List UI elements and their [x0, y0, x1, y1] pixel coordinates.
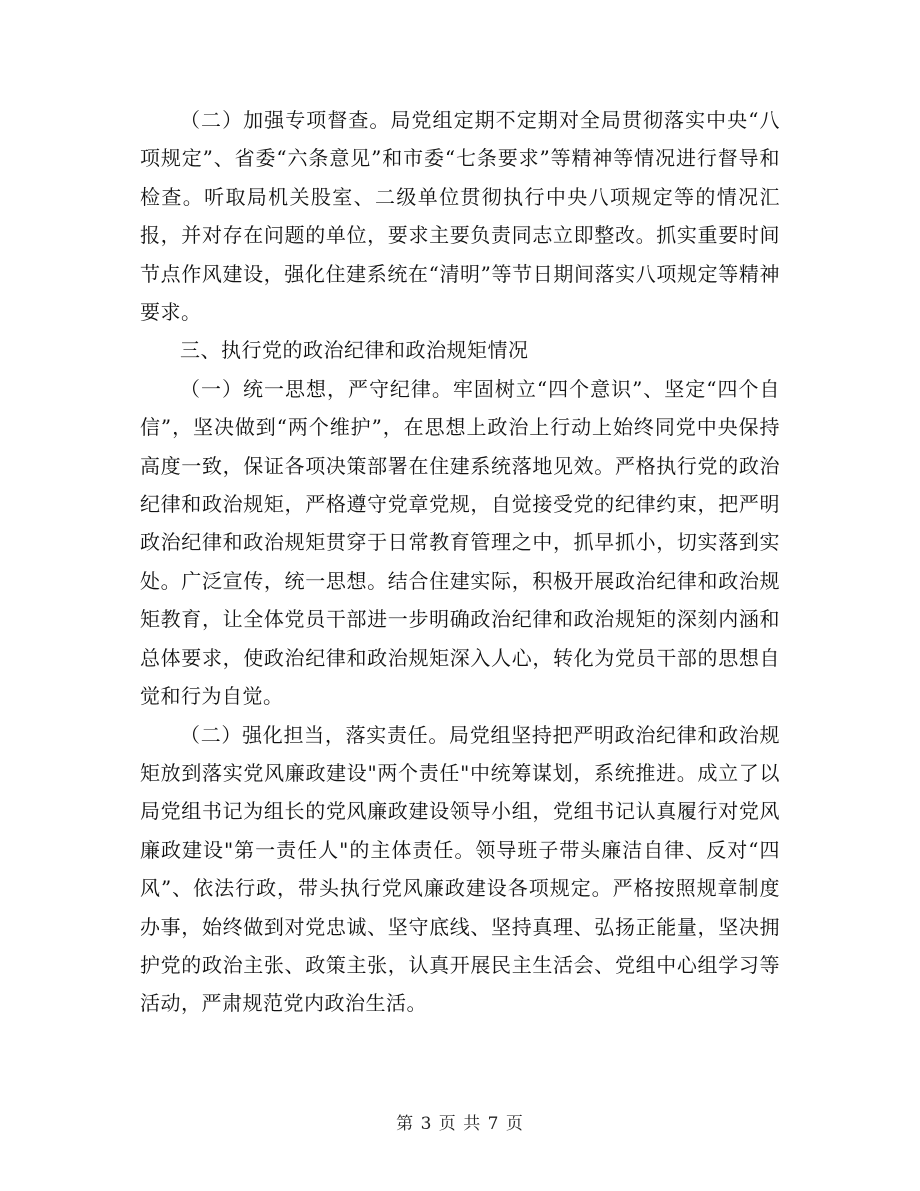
section-heading-political-discipline: 三、执行党的政治纪律和政治规矩情况: [180, 338, 529, 363]
document-body: [140, 101, 780, 1023]
page-footer: [0, 1112, 920, 1136]
paragraph-special-inspection: （二）加强专项督查。局党组定期不定期对全局贯彻落实中央“八项规定”、省委“六条意见”和市委“七条要求”等精神等情况进行督导和检查。听取局机关股室、二级单位贯彻执行中央八项规定等的情况汇报，并对存在问题的单位，要求主要负责同志立即整改。抓实重要时间节点作风建设，强化住建系统在“清明”等节日期间落实八项规定等精神要求。: [140, 108, 780, 325]
paragraph-unify-thinking: （一）统一思想，严守纪律。牢固树立“四个意识”、坚定“四个自信”，坚决做到“两个维护”，在思想上政治上行动上始终同党中央保持高度一致，保证各项决策部署在住建系统落地见效。严格执行党的政治纪律和政治规矩，严格遵守党章党规，自觉接受党的纪律约束，把严明政治纪律和政治规矩贯穿于日常教育管理之中，抓早抓小，切实落到实处。广泛宣传，统一思想。结合住建实际，积极开展政治纪律和政治规矩教育，让全体党员干部进一步明确政治纪律和政治规矩的深刻内涵和总体要求，使政治纪律和政治规矩深入人心，转化为党员干部的思想自觉和行为自觉。: [140, 376, 780, 709]
paragraph-strengthen-responsibility: （二）强化担当，落实责任。局党组坚持把严明政治纪律和政治规矩放到落实党风廉政建设"两个责任"中统筹谋划，系统推进。成立了以局党组书记为组长的党风廉政建设领导小组，党组书记认真履行对党风廉政建设"第一责任人"的主体责任。领导班子带头廉洁自律、反对“四风”、依法行政，带头执行党风廉政建设各项规定。严格按照规章制度办事，始终做到对党忠诚、坚守底线、坚持真理、弘扬正能量，坚决拥护党的政治主张、政策主张，认真开展民主生活会、党组中心组学习等活动，严肃规范党内政治生活。: [140, 722, 780, 1016]
page-number-label: 第 3 页 共 7 页: [396, 1114, 524, 1134]
